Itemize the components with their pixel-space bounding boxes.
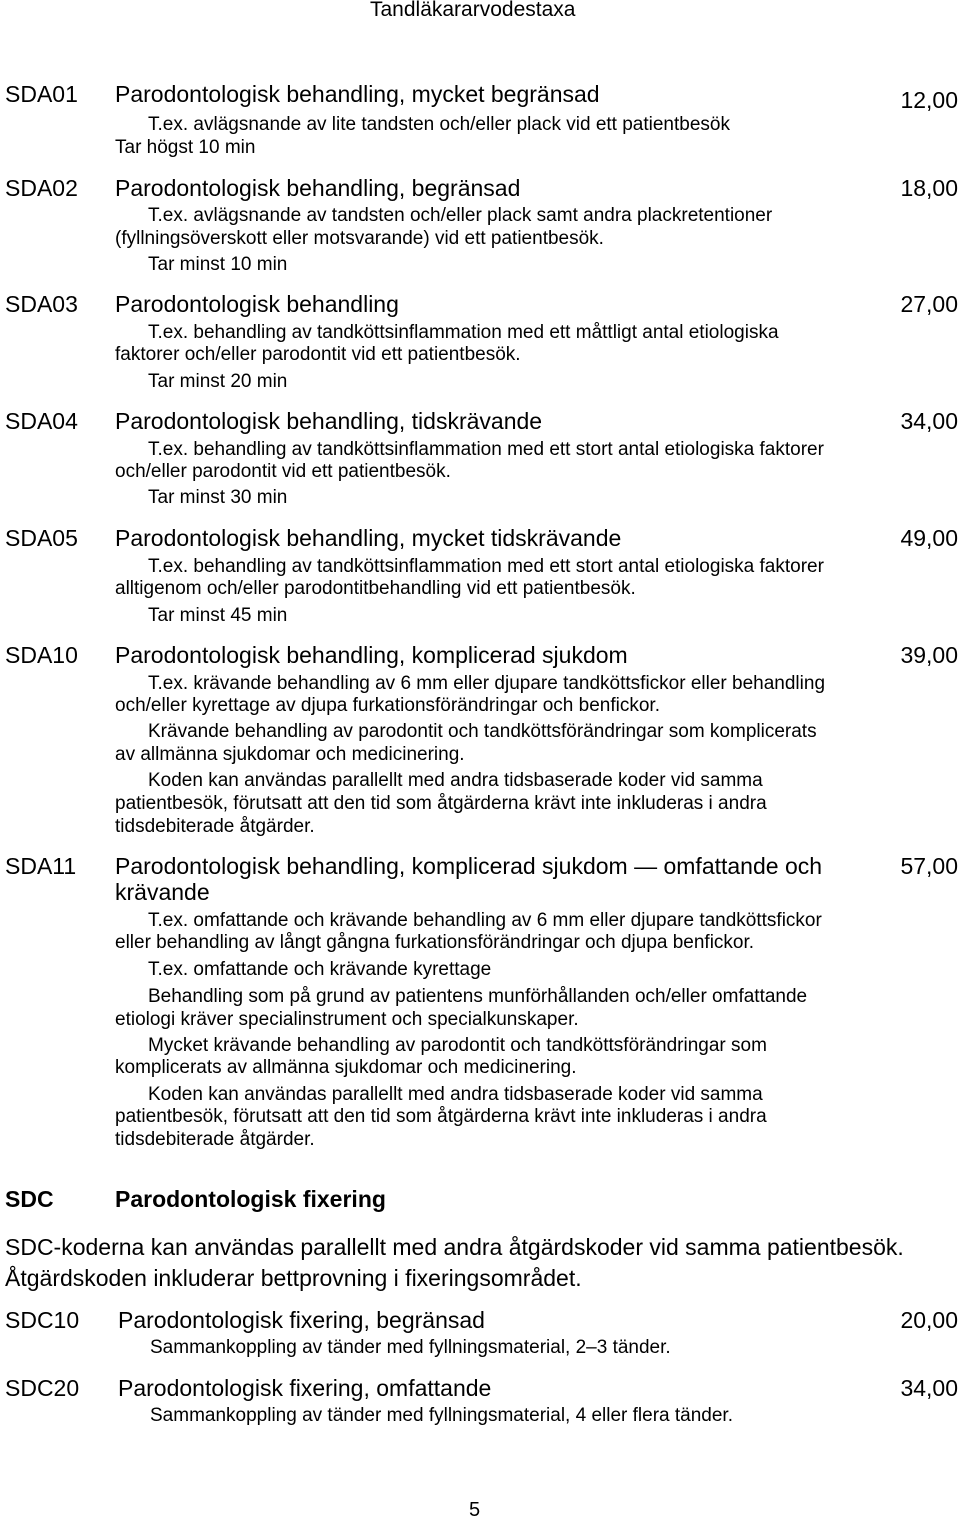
entry-title: Parodontologisk behandling, mycket tidskrävande	[115, 525, 622, 551]
entry-text-line: Mycket krävande behandling av parodontit och tandköttsförändringar som	[148, 1035, 767, 1056]
entry-text-line: T.ex. krävande behandling av 6 mm eller djupare tandköttsfickor eller behandling	[148, 673, 826, 694]
entry-title: Parodontologisk behandling	[115, 291, 399, 317]
entry-price: 34,00	[900, 408, 958, 434]
entry-code: SDC10	[5, 1307, 80, 1333]
section-intro-line: SDC-koderna kan användas parallellt med andra åtgärdskoder vid samma patientbesök.	[5, 1234, 904, 1260]
entry-text-line: patientbesök, förutsatt att den tid som åtgärderna krävt inte inkluderas i andra	[115, 793, 767, 814]
entry-text-line: tidsdebiterade åtgärder.	[115, 1129, 315, 1150]
entry-code: SDA02	[5, 175, 78, 201]
entry-text-line: eller behandling av långt gångna furkationsförändringar och djupa benfickor.	[115, 932, 755, 953]
entry-title: Parodontologisk behandling, komplicerad sjukdom	[115, 642, 628, 668]
entry-text-line: Tar minst 20 min	[148, 371, 288, 392]
entry-text-line: T.ex. behandling av tandköttsinflammation med ett stort antal etiologiska faktorer	[148, 556, 824, 577]
section-code: SDC	[5, 1186, 54, 1212]
entry-text-line: alltigenom och/eller parodontitbehandling vid ett patientbesök.	[115, 578, 636, 599]
entry-text-line: etiologi kräver specialinstrument och specialkunskaper.	[115, 1009, 579, 1030]
entry-text-line: T.ex. omfattande och krävande kyrettage	[148, 959, 492, 980]
entry-price: 20,00	[900, 1307, 958, 1333]
entry-code: SDA05	[5, 525, 78, 551]
entry-text-line: tidsdebiterade åtgärder.	[115, 816, 315, 837]
entry-text-line: T.ex. avlägsnande av lite tandsten och/eller plack vid ett patientbesök	[148, 114, 730, 135]
entry-text-line: Behandling som på grund av patientens munförhållanden och/eller omfattande	[148, 986, 808, 1007]
entry-text-line: T.ex. behandling av tandköttsinflammation med ett stort antal etiologiska faktorer	[148, 439, 824, 460]
page-header: Tandläkararvodestaxa	[370, 0, 576, 21]
entry-code: SDA10	[5, 642, 78, 668]
entry-title: Parodontologisk behandling, mycket begränsad	[115, 81, 600, 107]
entry-text-line: Sammankoppling av tänder med fyllningsmaterial, 4 eller flera tänder.	[150, 1405, 733, 1426]
entry-code: SDC20	[5, 1375, 80, 1401]
entry-price: 49,00	[900, 525, 958, 551]
entry-text-line: av allmänna sjukdomar och medicinering.	[115, 744, 465, 765]
entry-code: SDA03	[5, 291, 78, 317]
entry-code: SDA04	[5, 408, 78, 434]
entry-title: Parodontologisk behandling, komplicerad sjukdom — omfattande och krävande	[115, 853, 823, 905]
entry-text-line: Krävande behandling av parodontit och tandköttsförändringar som komplicerats	[148, 721, 817, 742]
entry-price: 12,00	[900, 87, 958, 113]
page-number: 5	[469, 1499, 481, 1521]
entry-price: 57,00	[900, 853, 958, 879]
entry-text-line: och/eller kyrettage av djupa furkationsförändringar och benfickor.	[115, 695, 660, 716]
entry-price: 34,00	[900, 1375, 958, 1401]
entry-text-line: T.ex. omfattande och krävande behandling av 6 mm eller djupare tandköttsfickor	[148, 910, 822, 931]
entry-text-line: och/eller parodontit vid ett patientbesök.	[115, 461, 451, 482]
entry-text-line: T.ex. avlägsnande av tandsten och/eller plack samt andra plackretentioner	[148, 205, 773, 226]
entry-text-line: komplicerats av allmänna sjukdomar och medicinering.	[115, 1057, 577, 1078]
entry-text-line: Tar minst 30 min	[148, 487, 288, 508]
entry-text-line: Tar minst 45 min	[148, 605, 288, 626]
entry-text-line: Tar högst 10 min	[115, 137, 256, 158]
entry-title: Parodontologisk fixering, begränsad	[118, 1307, 485, 1333]
entry-text-line: Tar minst 10 min	[148, 254, 288, 275]
entry-title: Parodontologisk behandling, begränsad	[115, 175, 521, 201]
entry-text-line: faktorer och/eller parodontit vid ett patientbesök.	[115, 344, 521, 365]
section-title: Parodontologisk fixering	[115, 1186, 386, 1212]
entry-code: SDA11	[5, 853, 77, 879]
entry-price: 39,00	[900, 642, 958, 668]
entry-text-line: Koden kan användas parallellt med andra tidsbaserade koder vid samma	[148, 1084, 763, 1105]
entry-title: Parodontologisk behandling, tidskrävande	[115, 408, 543, 434]
entry-text-line: (fyllningsöverskott eller motsvarande) vid ett patientbesök.	[115, 228, 604, 249]
section-intro-line: Åtgärdskoden inkluderar bettprovning i fixeringsområdet.	[5, 1265, 582, 1291]
entry-text-line: patientbesök, förutsatt att den tid som åtgärderna krävt inte inkluderas i andra	[115, 1106, 767, 1127]
entry-text-line: T.ex. behandling av tandköttsinflammation med ett måttligt antal etiologiska	[148, 322, 779, 343]
entry-price: 18,00	[900, 175, 958, 201]
entry-price: 27,00	[900, 291, 958, 317]
entry-title: Parodontologisk fixering, omfattande	[118, 1375, 492, 1401]
entry-text-line: Koden kan användas parallellt med andra tidsbaserade koder vid samma	[148, 770, 763, 791]
entry-code: SDA01	[5, 81, 78, 107]
entry-text-line: Sammankoppling av tänder med fyllningsmaterial, 2–3 tänder.	[150, 1337, 671, 1358]
